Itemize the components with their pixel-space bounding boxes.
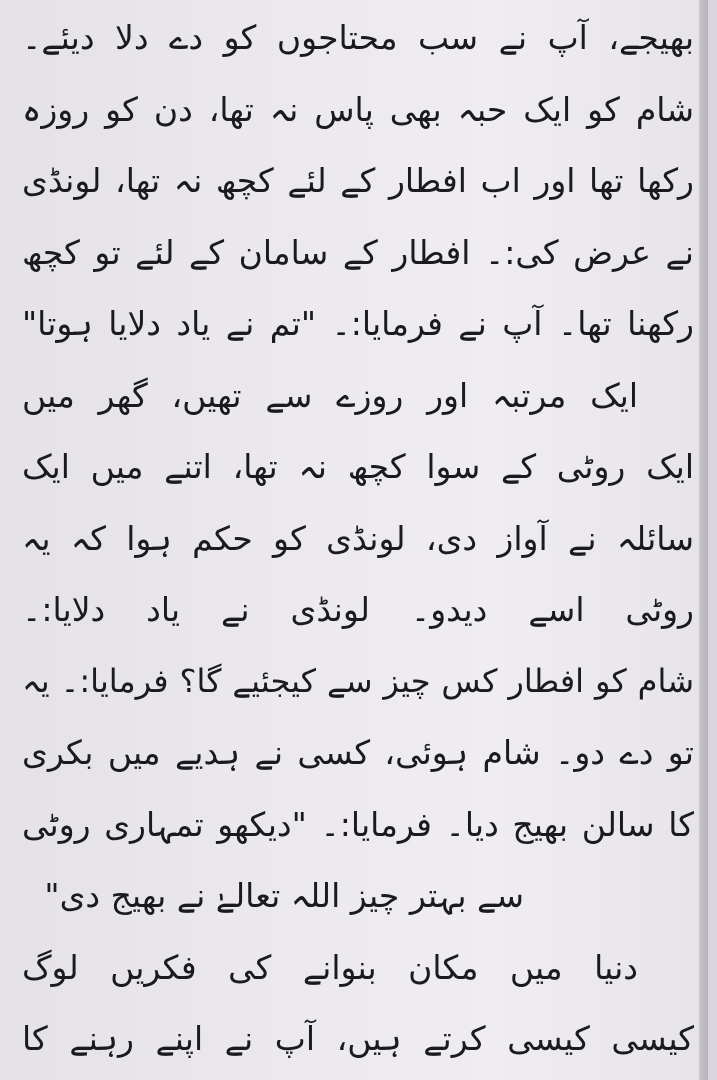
- text-line-7: ایک روٹی کے سوا کچھ نہ تھا، اتنے میں ایک: [22, 447, 694, 486]
- text-line-8: سائلہ نے آواز دی، لونڈی کو حکم ہوا کہ یہ: [22, 518, 694, 558]
- text-line-3: رکھا تھا اور اب افطار کے لئے کچھ نہ تھا، لونڈی: [22, 161, 694, 200]
- page-edge: [699, 0, 708, 1080]
- text-line-11: تو دے دو۔ شام ہوئی، کسی نے ہدیے میں بکری: [22, 733, 694, 772]
- text-line-15: کیسی کیسی کرتے ہیں، آپ نے اپنے رہنے کا: [22, 1019, 694, 1058]
- text-line-12: کا سالن بھیج دیا۔ فرمایا:۔ "دیکھو تمہاری روٹی: [22, 804, 694, 844]
- text-line-5: رکھنا تھا۔ آپ نے فرمایا:۔ "تم نے یاد دلایا ہوتا": [22, 304, 694, 343]
- text-line-10: شام کو افطار کس چیز سے کیجئیے گا؟ فرمایا:۔ یہ: [22, 661, 694, 700]
- text-line-14: دنیا میں مکان بنوانے کی فکریں لوگ: [22, 947, 638, 987]
- urdu-text-body: [22, 2, 694, 1075]
- text-line-2: شام کو ایک حبہ بھی پاس نہ تھا، دن کو روزہ: [22, 89, 694, 129]
- text-line-1: بھیجے، آپ نے سب محتاجوں کو دے دلا دیئے۔: [22, 18, 694, 57]
- text-line-6: ایک مرتبہ اور روزے سے تھیں، گھر میں: [22, 375, 638, 415]
- text-line-9: روٹی اسے دیدو۔ لونڈی نے یاد دلایا:۔: [22, 590, 694, 629]
- text-line-13: سے بہتر چیز اللہ تعالےٰ نے بھیج دی": [44, 876, 524, 915]
- text-line-4: نے عرض کی:۔ افطار کے سامان کے لئے تو کچھ: [22, 232, 694, 272]
